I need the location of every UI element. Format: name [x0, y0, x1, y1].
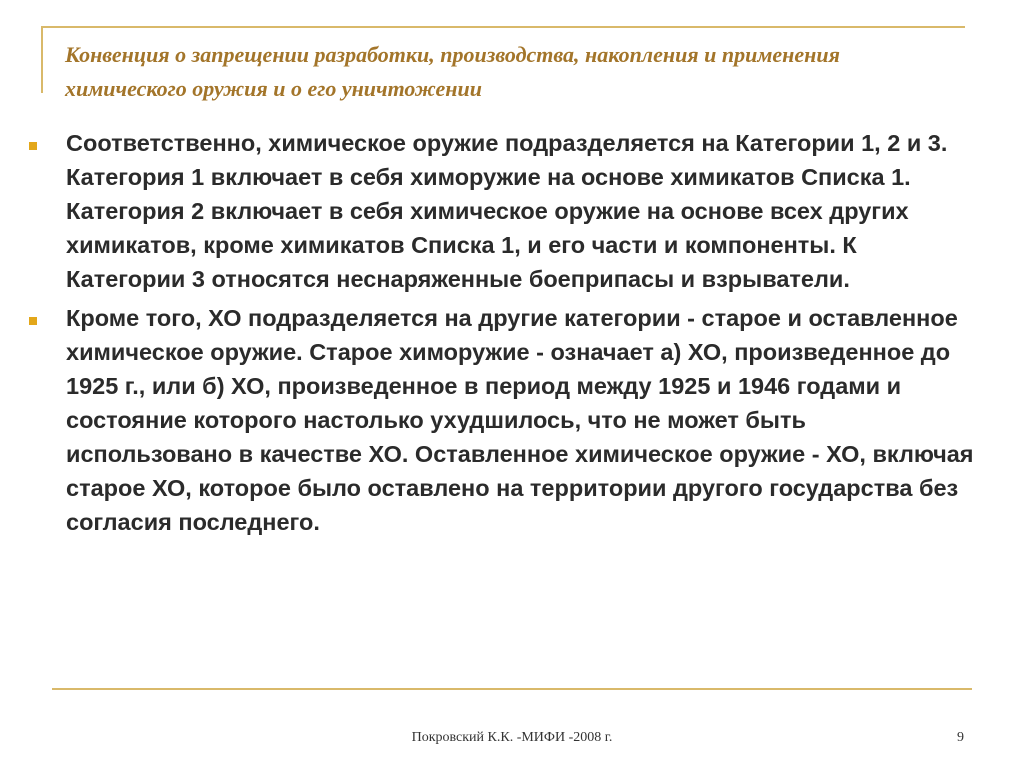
square-bullet-icon: [29, 142, 37, 150]
bullet-item: [26, 126, 976, 296]
page-number: 9: [957, 730, 964, 745]
bullet-item: [26, 301, 976, 539]
footer-divider-line: [52, 688, 972, 690]
title-frame-top-line: [41, 26, 965, 28]
footer-author: Покровский К.К. -МИФИ -2008 г.: [411, 730, 613, 745]
bullet-text: Соответственно, химическое оружие подразделяется на Категории 1, 2 и 3. Категория 1 включает в себя химоружие на основе химикатов Списка 1. Категория 2 включает в себя химическое оружие на основе всех других химикатов, кроме химикатов Списка 1, и его части и компоненты. К Категории 3 относятся неснаряженные боеприпасы и взрыватели.: [66, 130, 948, 292]
title-frame-left-line: [41, 26, 43, 93]
square-bullet-icon: [29, 317, 37, 325]
bullet-text: Кроме того, ХО подразделяется на другие категории - старое и оставленное химическое оружие. Старое химоружие - означает а) ХО, произведенное до 1925 г., или б) ХО, произведенное в период между 1925 и 1946 годами и состояние которого настолько ухудшилось, что не может быть использовано в качестве ХО. Оставленное химическое оружие - ХО, включая старое ХО, которое было оставлено на территории другого государства без согласия последнего.: [66, 305, 974, 535]
slide-title: Конвенция о запрещении разработки, производства, накопления и применения химического оружия и о его уничтожении: [65, 42, 840, 101]
bullet-list: [26, 126, 976, 544]
